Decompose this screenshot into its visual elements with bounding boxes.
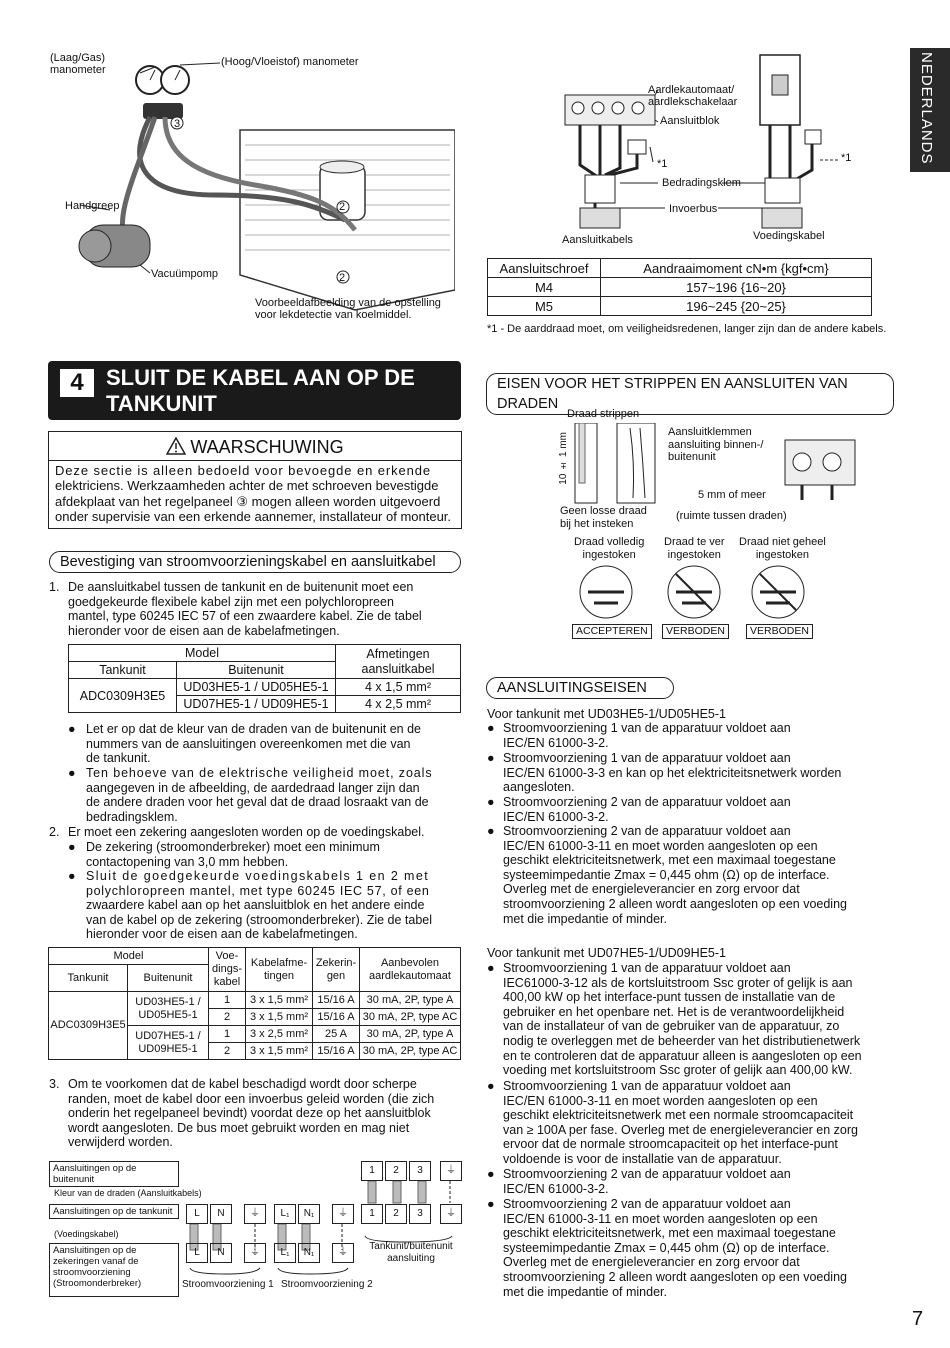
torque-table — [487, 258, 872, 316]
table-cell: UD03HE5-1 / UD05HE5-1 — [177, 679, 336, 696]
cell-line: UD03HE5-1 / — [135, 995, 201, 1008]
bullet-dot: ● — [68, 722, 76, 736]
bullet-line: aangesloten. — [503, 780, 575, 795]
tank-terminal-1: 1 — [361, 1204, 383, 1224]
header-line: tingen — [264, 969, 294, 982]
header-line: aardlekautomaat — [369, 969, 451, 982]
wire-colour-label: Kleur van de draden (Aansluitkabels) — [54, 1188, 202, 1198]
cell-line: UD05HE5-1 — [138, 1008, 198, 1021]
bullet-dot: ● — [68, 766, 76, 780]
fuse-terminal-N1: N₁ — [298, 1243, 320, 1263]
language-tab-label: NEDERLANDS — [918, 52, 935, 165]
fuse-label-line: zekeringen vanaf de — [53, 1256, 139, 1267]
fuse-label-line: (Stroomonderbreker) — [53, 1278, 142, 1289]
bullet-line: Stroomvoorziening 2 van de apparatuur voldoet aan — [503, 795, 791, 809]
not-fully-label — [739, 536, 826, 561]
figure-caption-line2: voor lekdetectie van koelmiddel. — [255, 309, 412, 321]
table-header-size — [246, 948, 313, 992]
power-supply-1-label: Stroomvoorziening 1 — [182, 1279, 274, 1290]
not-fully-line: ingestoken — [755, 548, 810, 561]
warning-line3: afdekplaat van het regelpaneel ③ mogen alleen worden uitgevoerd — [55, 493, 441, 509]
bullet-line: geschikt elektriciteitsnetwerk, met een maximaal toegestane — [503, 853, 836, 868]
bullet-line: contactopening van 3,0 mm hebben. — [86, 854, 289, 869]
table-cell: 4 x 1,5 mm² — [336, 679, 461, 696]
bullet-line: systeemimpedantie Zmax = 0,445 ohm (Ω) op de interface. — [503, 867, 830, 882]
warning-box — [48, 431, 462, 529]
group2-title: Voor tankunit met UD07HE5-1/UD09HE5-1 — [487, 946, 727, 960]
accept-label: ACCEPTEREN — [572, 624, 652, 639]
header-line: Voe- — [215, 950, 239, 962]
item3-line: randen, moet de kabel door een invoerbus geleid worden (die zich — [68, 1091, 435, 1106]
bullet-line: nummers van de aansluitingen overeenkomen met die van — [86, 736, 411, 751]
no-loose-line: bij het insteken — [560, 517, 634, 530]
outdoor-terminal-1: 1 — [361, 1161, 383, 1181]
bullet-line: Stroomvoorziening 1 van de apparatuur voldoet aan — [503, 961, 791, 975]
bullet-line: Stroomvoorziening 2 van de apparatuur voldoet aan — [503, 1197, 791, 1211]
forbidden-label-1: VERBODEN — [662, 624, 729, 639]
leak-detection-illustration — [55, 55, 455, 320]
page-number: 7 — [912, 1308, 924, 1330]
vacuum-pump-label: Vacuümpomp — [151, 268, 219, 280]
bullet-line: Overleg met de energieleverancier en zorg ervoor dat — [503, 882, 800, 897]
bullet-line: de andere draden voor het geval dat de draad losraakt van de — [86, 795, 429, 810]
bullet-text — [86, 766, 461, 824]
table-cell: 2 — [209, 1009, 246, 1026]
five-mm-label: 5 mm of meer — [698, 489, 766, 501]
too-far-line: Draad te ver — [664, 536, 725, 548]
bullet-dot: ● — [487, 1197, 495, 1211]
table-header-fuse — [313, 948, 360, 992]
table-cell: 2 — [209, 1043, 246, 1060]
terminal-L1: L₁ — [274, 1204, 296, 1224]
high-gauge-label: (Hoog/Vloeistof) manometer — [221, 56, 359, 68]
terminal-clamps-label — [668, 426, 763, 464]
bullet-line: Overleg met de energieleverancier en zorg ervoor dat — [503, 1255, 800, 1270]
bullet-line: voeding met kortsluitstroom Ssc groter of gelijk aan 400,00 kW. — [503, 1063, 853, 1078]
table-header-model: Model — [49, 948, 209, 965]
table-cell: 157~196 {16~20} — [601, 278, 872, 297]
bullet-dot: ● — [68, 869, 76, 883]
group2-bullet-3 — [503, 1167, 898, 1196]
section-title-line2: TANKUNIT — [106, 391, 217, 416]
bullet-line: Let er op dat de kleur van de draden van de buitenunit en de — [86, 722, 421, 736]
table-cell: 3 x 2,5 mm² — [246, 1026, 313, 1043]
section-title — [106, 365, 415, 417]
item3-line: verwijderd worden. — [68, 1135, 173, 1150]
table-cell: 25 A — [313, 1026, 360, 1043]
table-header-cable — [209, 948, 246, 992]
forbidden-label-2: VERBODEN — [746, 624, 813, 639]
bullet-text — [86, 840, 461, 869]
bullet-text — [86, 869, 461, 942]
torque-header-screw: Aansluitschroef — [488, 259, 601, 278]
bullet-line: Stroomvoorziening 2 van de apparatuur voldoet aan — [503, 1167, 791, 1181]
wire-spacing-label: (ruimte tussen draden) — [676, 510, 787, 522]
bullet-line: polychloropreen mantel, met type 60245 IEC 57, of een — [86, 883, 430, 898]
bullet-dot: ● — [487, 1079, 495, 1093]
table-cell — [128, 992, 209, 1026]
tank-outdoor-label — [369, 1241, 453, 1264]
fully-inserted-line: Draad volledig — [574, 536, 645, 548]
cell-line: UD07HE5-1 / — [135, 1029, 201, 1042]
table-cell: 4 x 2,5 mm² — [336, 696, 461, 713]
insertion-examples — [574, 565, 824, 620]
rcd-label-2: aardlekschakelaar — [648, 96, 738, 108]
bushing-label: Invoerbus — [669, 203, 718, 215]
warning-title: WAARSCHUWING — [190, 437, 344, 457]
no-loose-strand-label — [560, 505, 647, 530]
tank-outdoor-line: Tankunit/buitenunit — [369, 1241, 453, 1252]
table-cell: 30 mA, 2P, type A — [360, 992, 461, 1009]
callout-2b: 2 — [339, 272, 346, 284]
bullet-line: bedradingsklem. — [86, 809, 178, 824]
fuse-label-line: stroomvoorziening — [53, 1267, 131, 1278]
connection-cables-label: Aansluitkabels — [562, 234, 633, 246]
bullet-dot: ● — [68, 840, 76, 854]
table-cell: 15/16 A — [313, 992, 360, 1009]
warning-line1: Deze sectie is alleen bedoeld voor bevoegde en erkende — [55, 463, 431, 478]
table-header-model: Model — [69, 645, 336, 662]
warning-line4: onder supervisie van een erkende aannemer, installateur of monteur. — [55, 508, 452, 524]
strip-wire-label: Draad strippen — [567, 408, 640, 420]
connection-requirements-heading: AANSLUITINGSEISEN — [486, 677, 674, 699]
bullet-line: Ten behoeve van de elektrische veiligheid moet, zoals — [86, 766, 433, 780]
outdoor-terminal-2: 2 — [385, 1161, 407, 1181]
tank-terminal-3: 3 — [409, 1204, 431, 1224]
earth-icon: ⏚ — [244, 1243, 266, 1263]
table-cell: 30 mA, 2P, type AC — [360, 1043, 461, 1060]
table-header-rcd — [360, 948, 461, 992]
clamps-line: aansluiting binnen-/ — [668, 438, 764, 451]
no-loose-line: Geen losse draad — [560, 505, 647, 517]
item3-line: Om te voorkomen dat de kabel beschadigd wordt door scherpe — [68, 1077, 417, 1091]
fuse-connections-label — [49, 1243, 179, 1297]
item1-text — [68, 580, 463, 638]
warning-header — [49, 432, 461, 461]
table-cell: 1 — [209, 1026, 246, 1043]
section-title-line1: SLUIT DE KABEL AAN OP DE — [106, 365, 415, 390]
bullet-line: Stroomvoorziening 1 van de apparatuur voldoet aan — [503, 751, 791, 765]
group1-bullet-1 — [503, 721, 898, 750]
table-cell: 15/16 A — [313, 1043, 360, 1060]
item3-text — [68, 1077, 463, 1150]
header-line: kabel — [213, 976, 241, 988]
terminal-L: L — [186, 1204, 208, 1224]
bullet-line: IEC/EN 61000-3-11 en moet worden aangesloten op een — [503, 1093, 818, 1108]
fully-inserted-line: ingestoken — [582, 548, 636, 561]
item1-line: mantel, type 60245 IEC 57 of een zwaardere kabel. Zie de tabel — [68, 609, 422, 624]
table-header-buitenunit: Buitenunit — [128, 965, 209, 992]
earth-icon: ⏚ — [332, 1204, 354, 1224]
clamps-line: Aansluitklemmen — [668, 426, 752, 438]
bullet-line: IEC/EN 61000-3-3 en kan op het elektriciteitsnetwerk worden — [503, 765, 842, 780]
bullet-line: voldoende is voor de installatie van de apparatuur. — [503, 1151, 782, 1166]
rcd-label-1: Aardlekautomaat/ — [648, 84, 735, 96]
table-cell: 3 x 1,5 mm² — [246, 1009, 313, 1026]
bullet-dot: ● — [487, 961, 495, 975]
bullet-line: geschikt elektriciteitsnetwerk, met een maximaal toegestane — [503, 1226, 836, 1241]
torque-header-moment: Aandraaimoment cN•m {kgf•cm} — [601, 259, 872, 278]
outdoor-terminal-3: 3 — [409, 1161, 431, 1181]
outdoor-connections-label: Aansluitingen op de buitenunit — [49, 1161, 179, 1187]
group2-bullet-4 — [503, 1197, 898, 1299]
bullet-line: van de kabel op de zekering (stroomonderbreker). Zie de tabel — [86, 912, 433, 927]
header-line: Kabelafme- — [250, 956, 308, 969]
table-cell: 1 — [209, 992, 246, 1009]
manometer-label: manometer — [50, 64, 106, 76]
language-tab — [910, 48, 950, 172]
tank-connections-label: Aansluitingen op de tankunit — [49, 1204, 179, 1219]
bullet-line: systeemimpedantie Zmax = 0,445 ohm (Ω) op de interface. — [503, 1240, 830, 1255]
terminal-block-label: Aansluitblok — [660, 115, 720, 127]
bullet-line: van ≥ 100A per fase. Overleg met de energieleverancier en zorg — [503, 1122, 858, 1137]
warning-triangle-icon — [166, 437, 186, 455]
power-cable-label: Voedingskabel — [753, 230, 825, 242]
item1-line: De aansluitkabel tussen de tankunit en de buitenunit moet een — [68, 580, 414, 594]
table-header-size-line2: aansluitkabel — [361, 661, 435, 676]
tank-outdoor-line: aansluiting — [387, 1252, 435, 1264]
bullet-line: Sluit de goedgekeurde voedingskabels 1 en 2 met — [86, 869, 430, 883]
table-cell: M5 — [488, 297, 601, 316]
bullet-line: hieronder voor de eisen aan de kabelafmetingen. — [86, 927, 358, 942]
section-number: 4 — [60, 369, 94, 397]
item1-line: hieronder voor de eisen aan de kabelafmetingen. — [68, 623, 340, 638]
bullet-line: en te controleren dat de apparatuur alleen is aangesloten op een — [503, 1048, 862, 1063]
figure-caption-line1: Voorbeeldafbeelding van de opstelling — [255, 297, 441, 309]
group2-bullet-1 — [503, 961, 898, 1078]
section-4-header — [48, 361, 461, 420]
bullet-line: IEC61000-3-12 als de kortsluitstroom Ssc groter of gelijk is aan — [503, 975, 853, 990]
note-mark-1: *1 — [657, 158, 668, 170]
bullet-line: de tankunit. — [86, 751, 151, 766]
bullet-line: van de installateur of van de gebruiker van de apparatuur, zo — [503, 1019, 840, 1034]
cell-line: UD09HE5-1 — [138, 1042, 198, 1055]
bullet-dot: ● — [487, 1167, 495, 1181]
bullet-line: zwaardere kabel aan op het aansluitblok en het andere einde — [86, 898, 425, 913]
clamps-line: buitenunit — [668, 451, 716, 463]
bevestiging-heading: Bevestiging van stroomvoorzieningskabel en aansluitkabel — [49, 551, 461, 573]
item2-number: 2. — [49, 825, 60, 839]
table-cell: 3 x 1,5 mm² — [246, 1043, 313, 1060]
warning-line2: elektriciens. Werkzaamheden achter de met schroeven bevestigde — [55, 478, 439, 494]
bullet-line: IEC/EN 61000-3-2. — [503, 809, 609, 824]
note-mark-2: *1 — [841, 152, 852, 164]
group1-bullet-2 — [503, 751, 898, 795]
header-line: dings- — [212, 963, 242, 975]
bullet-line: De zekering (stroomonderbreker) moet een minimum — [86, 840, 380, 854]
too-far-line: ingestoken — [667, 548, 721, 561]
table-cell: 30 mA, 2P, type AC — [360, 1009, 461, 1026]
table-cell: 30 mA, 2P, type A — [360, 1026, 461, 1043]
terminal-clamp-illustration — [780, 430, 860, 500]
table-header-size — [336, 645, 461, 679]
table-cell: 15/16 A — [313, 1009, 360, 1026]
bullet-line: Stroomvoorziening 2 van de apparatuur voldoet aan — [503, 824, 791, 838]
group2-bullet-2 — [503, 1079, 898, 1167]
group1-bullet-4 — [503, 824, 898, 926]
earth-icon: ⏚ — [244, 1204, 266, 1224]
table-header-buitenunit: Buitenunit — [177, 662, 336, 679]
item3-line: wordt aangesloten. De bus moet gebruikt worden en mag niet — [68, 1120, 410, 1135]
power-cable-caption: (Voedingskabel) — [54, 1229, 119, 1239]
bullet-line: 400,00 kW op het interface-punt tussen de installatie van de — [503, 990, 836, 1005]
earth-icon: ⏚ — [440, 1161, 462, 1181]
item2-text: Er moet een zekering aangesloten worden op de voedingskabel. — [68, 825, 425, 839]
table-header-size-line1: Afmetingen — [366, 646, 430, 661]
bullet-line: ervoor dat de normale stroomcapaciteit op het interface-punt — [503, 1137, 838, 1152]
fuse-terminal-L1: L₁ — [274, 1243, 296, 1263]
fuse-label-line: Aansluitingen op de — [53, 1245, 137, 1256]
bullet-line: stroomvoorziening 2 alleen wordt aangesloten op een voeding — [503, 1269, 847, 1284]
bullet-line: nodig te overleggen met de beheerder van het distributienetwerk — [503, 1033, 861, 1048]
table-cell: UD07HE5-1 / UD09HE5-1 — [177, 696, 336, 713]
bullet-dot: ● — [487, 751, 495, 765]
table-header-tankunit: Tankunit — [69, 662, 177, 679]
table-cell — [128, 1026, 209, 1060]
group1-bullet-3 — [503, 795, 898, 824]
table-header-tankunit: Tankunit — [49, 965, 128, 992]
fuse-terminal-L: L — [186, 1243, 208, 1263]
bullet-line: gebruiker en het openbare net. Het is de verantwoordelijkheid — [503, 1004, 845, 1019]
tank-terminal-2: 2 — [385, 1204, 407, 1224]
callout-3: 3 — [174, 118, 181, 130]
header-line: gen — [326, 969, 346, 982]
too-far-label — [664, 536, 725, 561]
bullet-line: IEC/EN 61000-3-2. — [503, 1181, 609, 1196]
bullet-line: IEC/EN 61000-3-11 en moet worden aangesloten op een — [503, 838, 818, 853]
bullet-line: aangegeven in de afbeelding, de aardedraad langer zijn dan — [86, 780, 420, 795]
not-fully-line: Draad niet geheel — [739, 536, 826, 548]
cable-size-table — [68, 644, 461, 713]
item3-number: 3. — [49, 1077, 60, 1091]
table-cell: 3 x 1,5 mm² — [246, 992, 313, 1009]
bullet-line: stroomvoorziening 2 alleen wordt aangesloten op een voeding — [503, 896, 847, 911]
strip-length-label: 10 ± 1 mm — [558, 432, 569, 485]
table-cell: ADC0309H3E5 — [69, 679, 177, 713]
earth-icon: ⏚ — [332, 1243, 354, 1263]
bullet-dot: ● — [487, 721, 495, 735]
low-gauge-label: (Laag/Gas) — [50, 52, 106, 64]
bullet-dot: ● — [487, 795, 495, 809]
stripping-heading: EISEN VOOR HET STRIPPEN EN AANSLUITEN VAN DRADEN — [486, 373, 894, 415]
header-line: Zekerin- — [315, 956, 357, 969]
fuse-terminal-N: N — [210, 1243, 232, 1263]
item1-line: goedgekeurde flexibele kabel zijn met een polychloropreen — [68, 594, 394, 609]
callout-2a: 2 — [339, 201, 346, 213]
terminal-illustration — [550, 50, 870, 250]
bullet-line: Stroomvoorziening 1 van de apparatuur voldoet aan — [503, 1079, 791, 1093]
bullet-line: IEC/EN 61000-3-11 en moet worden aangesloten op een — [503, 1211, 818, 1226]
group1-title: Voor tankunit met UD03HE5-1/UD05HE5-1 — [487, 707, 727, 721]
warning-text — [55, 463, 457, 524]
item3-line: onderin het regelpaneel bevindt) voordat deze op het aansluitblok — [68, 1106, 431, 1121]
header-line: Aanbevolen — [380, 956, 440, 969]
earth-icon: ⏚ — [440, 1204, 462, 1224]
handle-label: Handgreep — [65, 200, 120, 212]
wiring-clamp-label: Bedradingsklem — [662, 177, 741, 189]
table-cell: M4 — [488, 278, 601, 297]
table-cell: ADC0309H3E5 — [49, 992, 128, 1060]
bullet-text — [86, 722, 461, 766]
item1-number: 1. — [49, 580, 60, 594]
bullet-line: met die impedantie of minder. — [503, 1284, 667, 1299]
terminal-N1: N₁ — [298, 1204, 320, 1224]
bullet-line: met die impedantie of minder. — [503, 911, 667, 926]
bullet-line: Stroomvoorziening 1 van de apparatuur voldoet aan — [503, 721, 791, 735]
bullet-line: IEC/EN 61000-3-2. — [503, 735, 609, 750]
bullet-dot: ● — [487, 824, 495, 838]
bullet-line: geschikt elektriciteitsnetwerk met een normale stroomcapaciteit — [503, 1108, 854, 1123]
earth-wire-note: *1 - De aarddraad moet, om veiligheidsredenen, langer zijn dan de andere kabels. — [487, 323, 887, 335]
power-supply-2-label: Stroomvoorziening 2 — [281, 1279, 373, 1290]
fully-inserted-label — [574, 536, 644, 561]
table-cell: 196~245 {20~25} — [601, 297, 872, 316]
stripped-wire-illustration — [555, 423, 665, 505]
power-cable-table — [48, 947, 461, 1060]
terminal-N: N — [210, 1204, 232, 1224]
